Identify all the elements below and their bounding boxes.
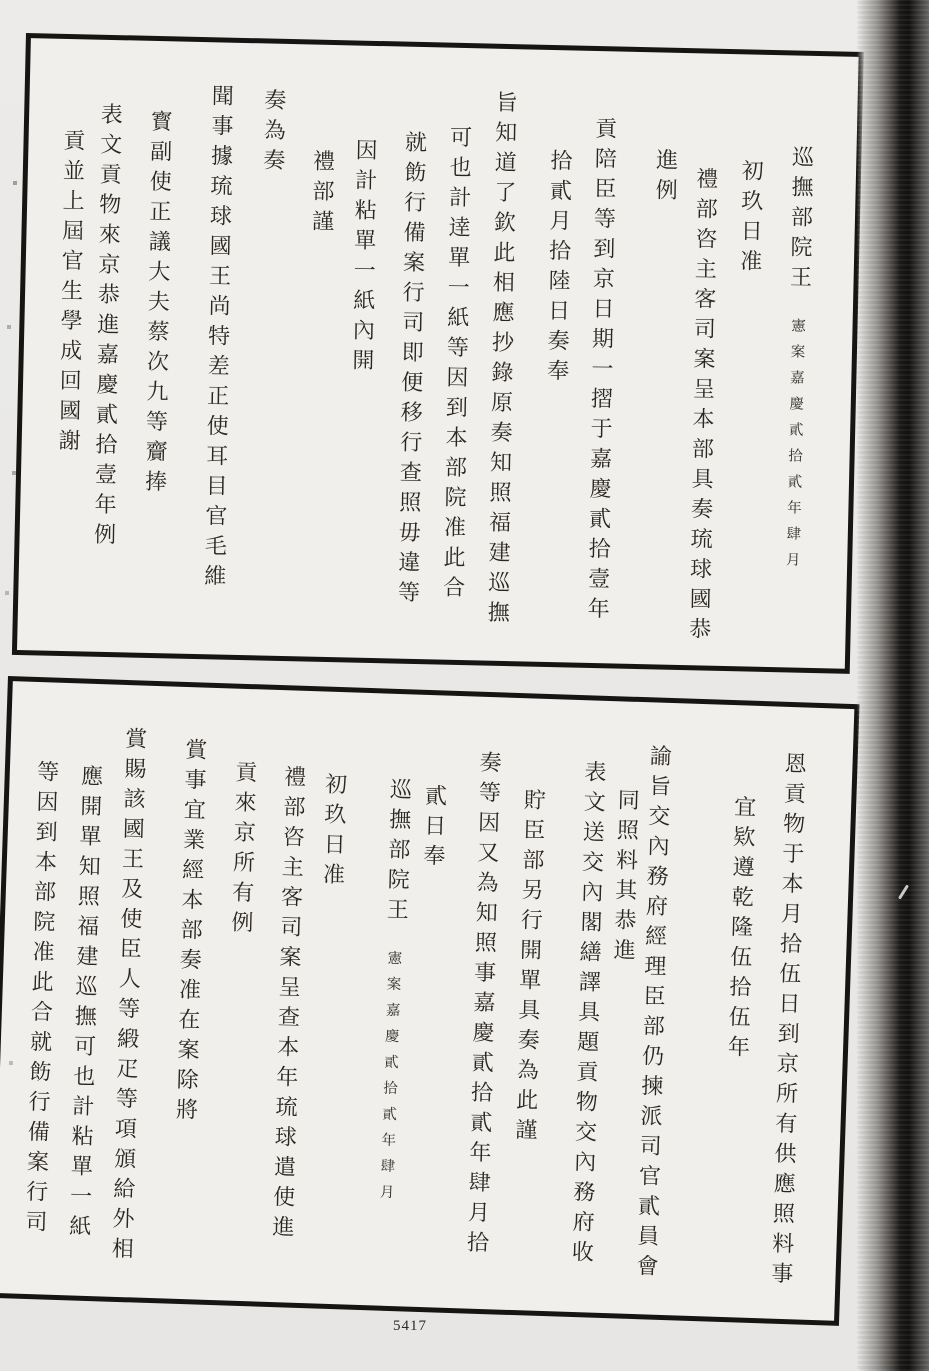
column-text: 初玖日准 [740,159,764,275]
column-text: 拾貳月拾陸日奏奉 [546,149,573,385]
text-column [137,108,180,499]
column-text: 巡撫部院王 [789,145,815,291]
text-column [104,725,156,1266]
text-column [480,89,526,630]
column-text: 賞賜該國王及使臣人等緞疋等項頒給外相 [111,727,148,1263]
ink-specks [0,0,2,2]
column-text: 貯臣部另行開單具奏為此謹 [515,788,547,1144]
column-text: 奏等因又為知照事嘉慶貳拾貳年肆月拾 [466,750,503,1257]
column-text: 同照料其恭進 [613,788,640,964]
column-annotation: 憲案嘉慶貳拾貳年肆月 [785,318,806,569]
column-text: 旨知道了欽此相應抄錄原奏知照福建巡撫 [487,90,518,627]
column-text: 禮部咨主客司案呈本部具奏琉球國恭 [688,167,719,643]
column-text: 初玖日准 [322,772,348,889]
text-column [345,136,384,377]
column-text: 可也計逹單一紙等因到本部院准此合 [442,125,473,602]
text-column [508,786,554,1147]
column-text: 因計粘單一紙內開 [352,138,378,374]
column-text: 禮部咨主客司案呈查本年琉球遣使進 [272,765,307,1241]
page-number: 5417 [393,1318,427,1334]
text-column [649,146,684,207]
text-column [459,749,510,1260]
text-column [196,82,253,593]
column-text: 貢並上屆官生學成回國謝 [58,128,86,455]
text-column [51,127,92,458]
column-annotation: 憲案嘉慶貳拾貳年肆月 [379,950,403,1202]
text-column [390,129,435,610]
document-frame-bottom [0,676,860,1326]
column-text: 禮部謹 [311,149,336,235]
column-text: 進例 [655,148,679,204]
column-text: 聞事據琉球國王尚 特差正使耳目官毛維 [204,84,253,590]
text-column [257,86,293,177]
text-column [168,736,215,1127]
column-text: 貢來京所有例 [231,760,258,937]
text-column [721,793,764,1064]
column-text: 就飭行備案行司即便移行查照毋違等 [397,130,428,606]
text-column [17,758,67,1239]
column-text: 巡撫部院王 [386,777,413,924]
text-column [417,782,454,873]
text-column [305,147,341,238]
text-column [61,762,111,1243]
text-column [316,770,354,891]
text-column [777,143,821,574]
column-text: 貳日奉 [423,783,448,870]
text-column [371,776,419,1207]
column-text: 表文貢物來京恭進嘉慶貳拾壹年例 [93,102,123,549]
text-column [763,750,815,1291]
column-text: 宜欵遵乾隆伍拾伍年 [727,795,757,1061]
text-column [540,147,579,388]
column-text: 奏為奏 [263,88,287,174]
column-text: 等因到本部院准此合就飭行備案行司 [25,760,60,1236]
column-text: 寳副使正議大夫蔡次九等齎捧 [144,109,173,496]
document-frame-top [12,33,864,674]
text-column [86,101,130,552]
text-column [681,165,726,646]
text-column [734,157,771,278]
text-column [224,758,264,939]
text-column [264,763,314,1244]
column-text: 諭旨交內務府經理臣部仍揀派司官貳員會 [636,744,673,1280]
text-column [435,124,480,605]
column-text: 貢陪臣等到京日期一摺于嘉慶貳拾壹年 [587,117,618,623]
column-text: 賞事宜業經本部奏准在案除將 [175,738,208,1124]
column-text: 表文送交內閣繕譯具題貢物交內務府收 [571,760,607,1266]
column-text: 應開單知照福建巡撫可也計粘單一紙 [68,764,104,1240]
book-gutter-shadow [857,0,929,1371]
text-column [580,115,626,626]
column-text: 恩貢物于本月拾伍日到京所有供應照料事 [771,751,808,1288]
text-column [564,758,615,1269]
